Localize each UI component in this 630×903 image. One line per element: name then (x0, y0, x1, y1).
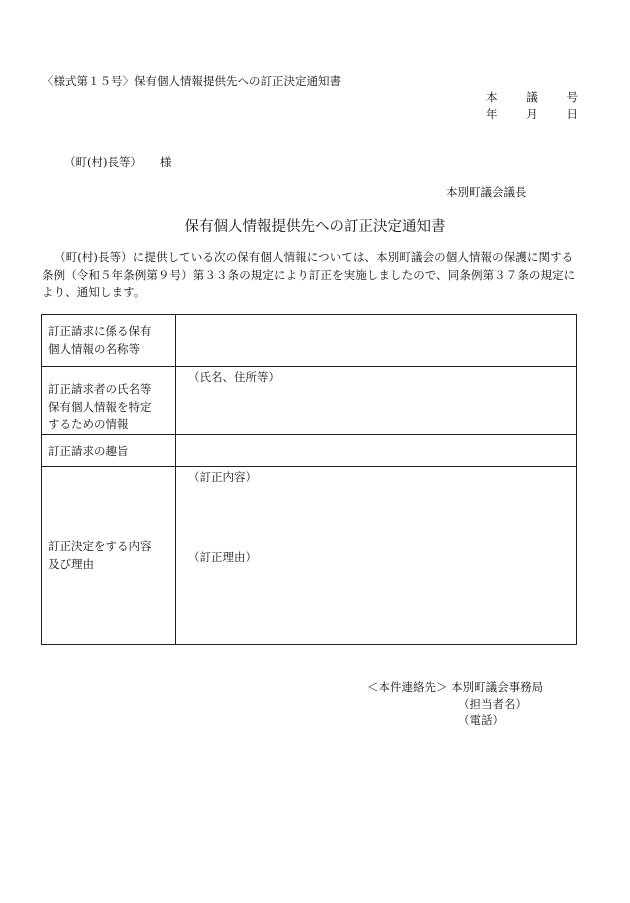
contact-prefix: ＜本件連絡先＞ (367, 680, 448, 694)
table-row (42, 467, 577, 645)
row-label-purpose (42, 435, 176, 467)
addressee (64, 154, 171, 170)
label-line: 訂正請求者の氏名等 (48, 382, 152, 396)
document-date (486, 106, 578, 122)
contact-phone: （電話） (458, 713, 504, 727)
document-number (486, 89, 578, 105)
row-label-info-name (42, 315, 176, 367)
value-cell (176, 435, 577, 467)
doc-number-part: 号 (566, 90, 578, 104)
value-cell (176, 467, 577, 645)
label-line: 訂正決定をする内容 (48, 539, 152, 553)
table-row (42, 367, 577, 435)
contact-person: （担当者名） (458, 696, 527, 711)
table-row (42, 315, 577, 367)
table-row (42, 435, 577, 467)
row-label-decision (42, 467, 176, 645)
correction-table (41, 314, 577, 645)
doc-number-part: 議 (526, 90, 538, 104)
label-line: 及び理由 (48, 556, 94, 571)
cell-note: （氏名、住所等） (188, 370, 280, 384)
doc-number-part: 本 (486, 90, 498, 104)
doc-date-part: 日 (566, 107, 578, 121)
body-paragraph: （町(村)長等）に提供している次の保有個人情報については、本別町議会の個人情報の保護に関する条例（令和５年条例第９号）第３３条の規定により訂正を実施しましたので、同条例第３７条の規定により、通知します。 (42, 250, 576, 299)
label-line: 訂正請求の趣旨 (48, 444, 129, 458)
document-title: 保有個人情報提供先への訂正決定通知書 (184, 219, 446, 235)
contact-office: 本別町議会事務局 (451, 680, 544, 694)
contact-block (367, 679, 543, 729)
addressee-name: （町(村)長等） (64, 155, 142, 169)
value-cell (176, 315, 577, 367)
doc-date-part: 年 (486, 107, 498, 121)
cell-note-reason: （訂正理由） (188, 549, 257, 564)
form-number-label: 〈様式第１５号〉保有個人情報提供先への訂正決定通知書 (42, 74, 341, 88)
cell-note-content: （訂正内容） (188, 470, 257, 484)
doc-date-part: 月 (526, 107, 538, 121)
label-line: 訂正請求に係る保有 (48, 324, 152, 338)
label-line: 個人情報の名称等 (48, 341, 140, 356)
label-line: するための情報 (48, 417, 129, 431)
row-label-requester (42, 367, 176, 435)
value-cell (176, 367, 577, 435)
addressee-honorific: 様 (159, 155, 172, 169)
label-line: 保有個人情報を特定 (48, 399, 152, 414)
sender: 本別町議会議長 (446, 185, 527, 199)
